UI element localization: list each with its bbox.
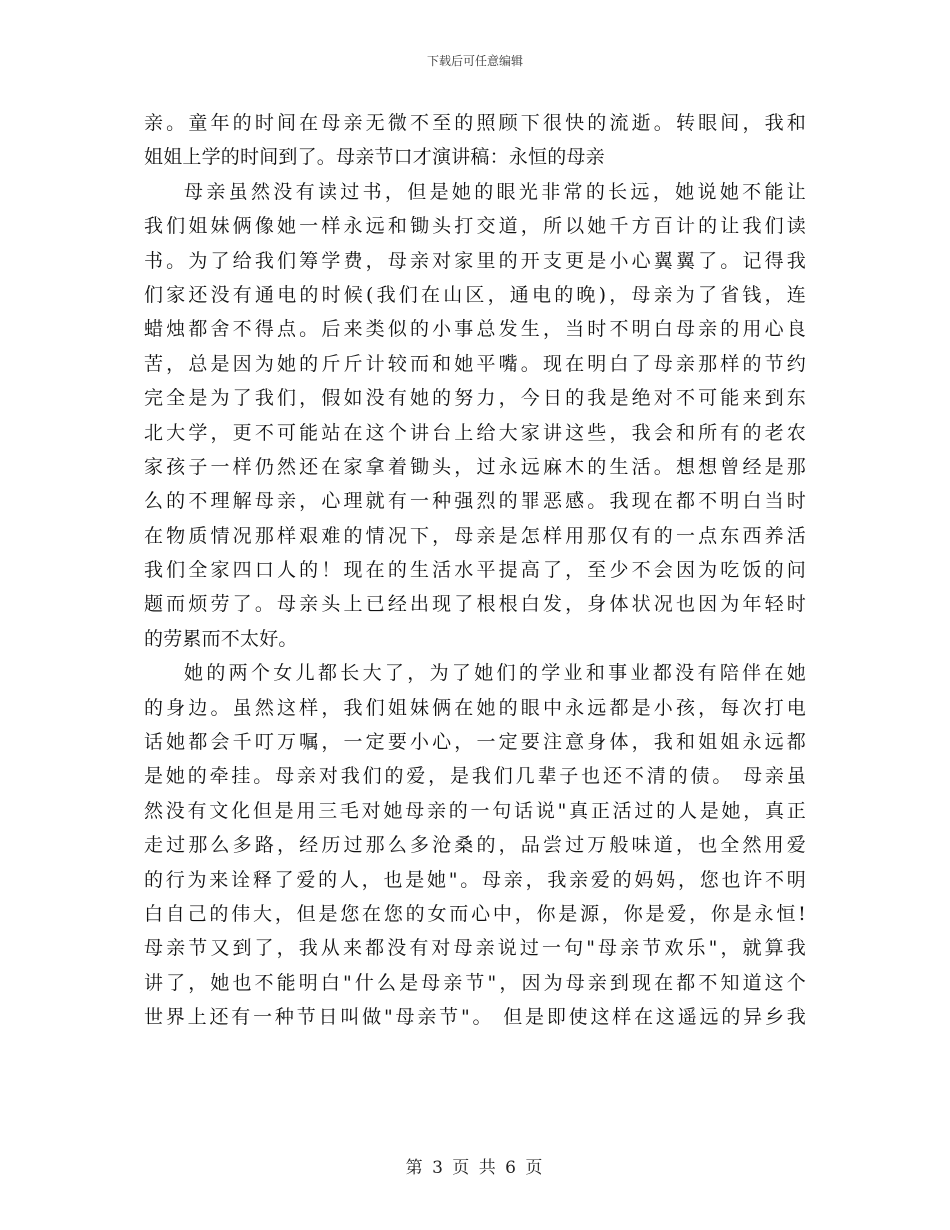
- text-line: 在物质情况那样艰难的情况下，母亲是怎样用那仅有的一点东西养活: [144, 524, 806, 547]
- text-line: 亲。童年的时间在母亲无微不至的照顾下很快的流逝。转眼间，我和: [144, 112, 806, 134]
- text-line: 苦，总是因为她的斤斤计较而和她平嘴。现在明白了母亲那样的节约: [144, 352, 806, 375]
- text-line: 然没有文化但是用三毛对她母亲的一句话说"真正活过的人是她，真正: [144, 799, 806, 822]
- text-line: 她的两个女儿都长大了，为了她们的学业和事业都没有陪伴在她: [184, 662, 806, 685]
- text-line: 讲了，她也不能明白"什么是母亲节"，因为母亲到现在都不知道这个: [144, 971, 806, 994]
- document-body: [144, 106, 806, 1035]
- paragraph-3: [144, 656, 806, 1034]
- text-line: 是她的牵挂。母亲对我们的爱，是我们几辈子也还不清的债。 母亲虽: [144, 765, 806, 788]
- text-line: 世界上还有一种节日叫做"母亲节"。 但是即使这样在这遥远的异乡我: [144, 1006, 806, 1029]
- text-line: 蜡烛都舍不得点。后来类似的小事总发生，当时不明白母亲的用心良: [144, 318, 806, 341]
- text-line: 家孩子一样仍然还在家拿着锄头，过永远麻木的生活。想想曾经是那: [144, 455, 806, 478]
- text-line: 题而烦劳了。母亲头上已经出现了根根白发，身体状况也因为年轻时: [144, 593, 806, 616]
- text-line: 母亲虽然没有读过书，但是她的眼光非常的长远，她说她不能让: [184, 180, 806, 203]
- text-line: 话她都会千叮万嘱，一定要小心，一定要注意身体，我和姐姐永远都: [144, 731, 806, 754]
- text-line: 完全是为了我们，假如没有她的努力，今日的我是绝对不可能来到东: [144, 387, 806, 410]
- paragraph-1: [144, 106, 806, 175]
- text-line: 书。为了给我们筹学费，母亲对家里的开支更是小心翼翼了。记得我: [144, 249, 806, 272]
- text-line: 我们姐妹俩像她一样永远和锄头打交道，所以她千方百计的让我们读: [144, 215, 806, 238]
- text-line: 的身边。虽然这样，我们姐妹俩在她的眼中永远都是小孩，每次打电: [144, 696, 806, 719]
- text-line: 姐姐上学的时间到了。母亲节口才演讲稿：永恒的母亲: [144, 146, 605, 169]
- text-line: 么的不理解母亲，心理就有一种强烈的罪恶感。我现在都不明白当时: [144, 490, 806, 513]
- text-line: 白自己的伟大，但是您在您的女而心中，你是源，你是爱，你是永恒!: [144, 902, 806, 925]
- text-line: 我们全家四口人的！现在的生活水平提高了，至少不会因为吃饭的问: [144, 559, 806, 582]
- text-line: 走过那么多路，经历过那么多沧桑的，品尝过万般味道，也全然用爱: [144, 834, 806, 857]
- text-line: 北大学，更不可能站在这个讲台上给大家讲这些，我会和所有的老农: [144, 421, 806, 444]
- paragraph-2: [144, 175, 806, 656]
- page-header: 下载后可任意编辑: [426, 54, 523, 68]
- page-number-footer: 第 3 页 共 6 页: [405, 1158, 545, 1178]
- text-line: 们家还没有通电的时候(我们在山区，通电的晚)，母亲为了省钱，连: [144, 283, 806, 306]
- text-line: 的劳累而不太好。: [144, 627, 298, 650]
- text-line: 母亲节又到了，我从来都没有对母亲说过一句"母亲节欢乐"，就算我: [144, 937, 806, 960]
- text-line: 的行为来诠释了爱的人，也是她"。母亲，我亲爱的妈妈，您也许不明: [144, 868, 806, 891]
